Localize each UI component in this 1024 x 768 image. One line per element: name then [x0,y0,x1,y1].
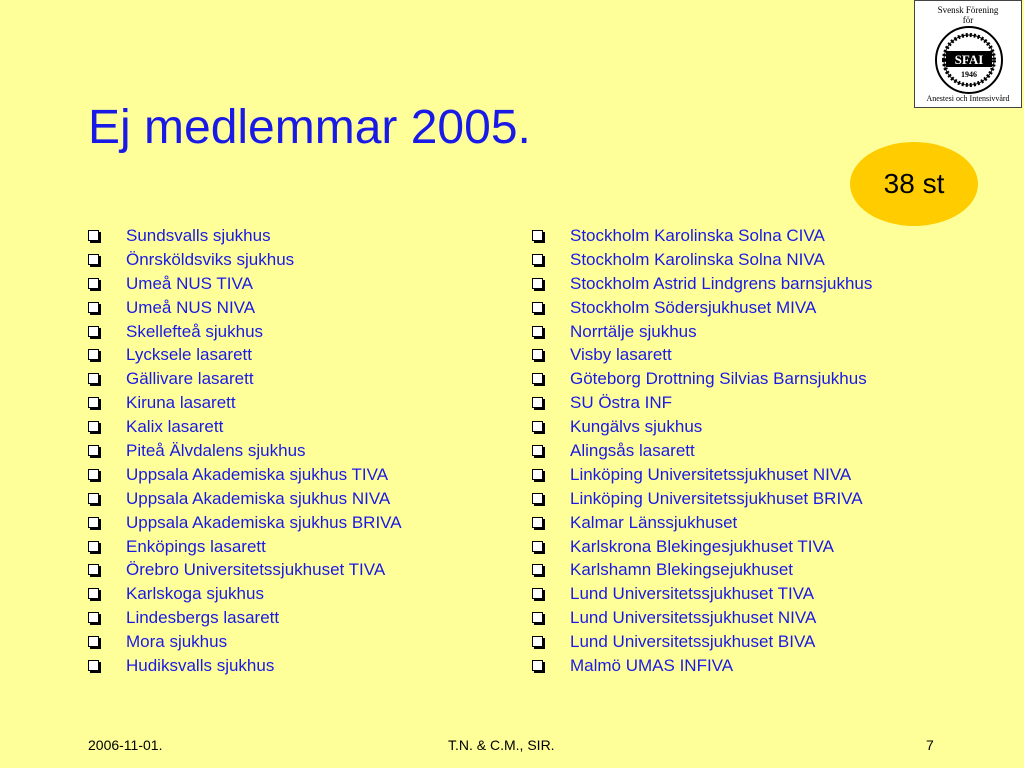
list-item-label: Umeå NUS NIVA [126,297,256,317]
list-item-label: Stockholm Astrid Lindgrens barnsjukhus [570,273,873,293]
list-item-label: Gällivare lasarett [126,369,254,389]
checkbox-bullet-icon [532,517,543,528]
sfai-logo [914,0,1022,108]
list-item [532,367,872,391]
checkbox-bullet-icon [88,612,99,623]
list-item [532,439,872,463]
list-item [532,654,872,678]
checkbox-bullet-icon [532,469,543,480]
list-item [88,272,402,296]
list-item-label: Kungälvs sjukhus [570,417,703,437]
list-item-label: Norrtälje sjukhus [570,321,697,341]
checkbox-bullet-icon [532,326,543,337]
sfai-seal-icon [934,25,1004,95]
logo-year-text: 1946 [961,70,977,79]
list-item [532,248,872,272]
list-item [88,367,402,391]
list-item [532,582,872,606]
footer-date: 2006-11-01. [88,737,163,753]
checkbox-bullet-icon [88,564,99,575]
checkbox-bullet-icon [88,421,99,432]
list-item [88,320,402,344]
list-item [532,463,872,487]
list-item [532,415,872,439]
checkbox-bullet-icon [88,660,99,671]
list-item-label: Karlshamn Blekingsejukhuset [570,560,794,580]
checkbox-bullet-icon [532,660,543,671]
list-item [88,415,402,439]
footer-page-number: 7 [926,737,934,753]
checkbox-bullet-icon [88,302,99,313]
list-item [88,511,402,535]
right-hospital-list [532,224,872,678]
list-item [532,224,872,248]
slide-title: Ej medlemmar 2005. [88,101,531,154]
checkbox-bullet-icon [88,469,99,480]
list-item-label: Malmö UMAS INFIVA [570,656,734,676]
list-item-label: Skellefteå sjukhus [126,321,264,341]
list-item-label: Lycksele lasarett [126,345,252,365]
list-item [88,391,402,415]
logo-center-text: SFAI [954,52,984,67]
checkbox-bullet-icon [532,230,543,241]
list-item [532,343,872,367]
list-item-label: Mora sjukhus [126,632,228,652]
list-item [532,606,872,630]
list-item [532,487,872,511]
list-item-label: Uppsala Akademiska sjukhus BRIVA [126,512,402,532]
list-item [88,535,402,559]
list-item [532,391,872,415]
checkbox-bullet-icon [88,517,99,528]
list-item [532,630,872,654]
list-item-label: Lund Universitetssjukhuset TIVA [570,584,815,604]
list-item [88,463,402,487]
checkbox-bullet-icon [88,397,99,408]
list-item [88,439,402,463]
list-item [532,558,872,582]
list-item [88,630,402,654]
checkbox-bullet-icon [88,230,99,241]
list-item-label: Önrsköldsviks sjukhus [126,249,295,269]
checkbox-bullet-icon [532,493,543,504]
list-item-label: Stockholm Södersjukhuset MIVA [570,297,817,317]
checkbox-bullet-icon [532,541,543,552]
list-item [88,224,402,248]
checkbox-bullet-icon [532,421,543,432]
list-item-label: Linköping Universitetssjukhuset BRIVA [570,488,863,508]
count-badge: 38 st [850,142,978,226]
list-item-label: Stockholm Karolinska Solna CIVA [570,226,825,245]
list-item-label: Umeå NUS TIVA [126,273,253,293]
list-item-label: Kalix lasarett [126,417,224,437]
checkbox-bullet-icon [532,373,543,384]
footer-center: T.N. & C.M., SIR. [448,737,555,753]
list-item [532,320,872,344]
list-item-label: Uppsala Akademiska sjukhus TIVA [126,464,389,484]
checkbox-bullet-icon [88,373,99,384]
checkbox-bullet-icon [88,254,99,265]
checkbox-bullet-icon [532,349,543,360]
list-item [88,343,402,367]
list-item-label: Uppsala Akademiska sjukhus NIVA [126,488,391,508]
checkbox-bullet-icon [88,445,99,456]
list-item [88,558,402,582]
list-item-label: Lund Universitetssjukhuset NIVA [570,608,817,628]
list-item-label: Enköpings lasarett [126,536,266,556]
list-item [88,296,402,320]
checkbox-bullet-icon [88,541,99,552]
list-item-label: Sundsvalls sjukhus [126,226,271,245]
list-item [88,487,402,511]
list-item-label: Linköping Universitetssjukhuset NIVA [570,464,852,484]
checkbox-bullet-icon [88,326,99,337]
left-hospital-list [88,224,402,678]
list-item [532,296,872,320]
checkbox-bullet-icon [88,588,99,599]
list-item [88,654,402,678]
list-item [88,582,402,606]
list-item-label: Karlskoga sjukhus [126,584,264,604]
checkbox-bullet-icon [532,397,543,408]
list-item-label: SU Östra INF [570,393,673,413]
checkbox-bullet-icon [532,278,543,289]
list-item-label: Hudiksvalls sjukhus [126,656,275,676]
list-item [532,272,872,296]
checkbox-bullet-icon [532,612,543,623]
logo-top-text: Svensk Förening för [937,5,999,25]
list-item-label: Karlskrona Blekingesjukhuset TIVA [570,536,834,556]
checkbox-bullet-icon [532,445,543,456]
checkbox-bullet-icon [88,349,99,360]
list-item-label: Kalmar Länssjukhuset [570,512,738,532]
checkbox-bullet-icon [88,636,99,647]
logo-bottom-text: Anestesi och Intensivvård [926,94,1010,103]
checkbox-bullet-icon [532,254,543,265]
list-item-label: Lindesbergs lasarett [126,608,280,628]
list-item-label: Kiruna lasarett [126,393,236,413]
list-item [88,606,402,630]
list-item-label: Stockholm Karolinska Solna NIVA [570,249,825,269]
list-item [532,535,872,559]
list-item-label: Piteå Älvdalens sjukhus [126,441,306,461]
checkbox-bullet-icon [88,278,99,289]
checkbox-bullet-icon [532,588,543,599]
list-item-label: Göteborg Drottning Silvias Barnsjukhus [570,369,867,389]
checkbox-bullet-icon [532,302,543,313]
list-item-label: Visby lasarett [570,345,672,365]
checkbox-bullet-icon [88,493,99,504]
list-item-label: Örebro Universitetssjukhuset TIVA [126,560,386,580]
list-item-label: Alingsås lasarett [570,441,695,461]
list-item-label: Lund Universitetssjukhuset BIVA [570,632,816,652]
checkbox-bullet-icon [532,636,543,647]
list-item [88,248,402,272]
checkbox-bullet-icon [532,564,543,575]
list-item [532,511,872,535]
